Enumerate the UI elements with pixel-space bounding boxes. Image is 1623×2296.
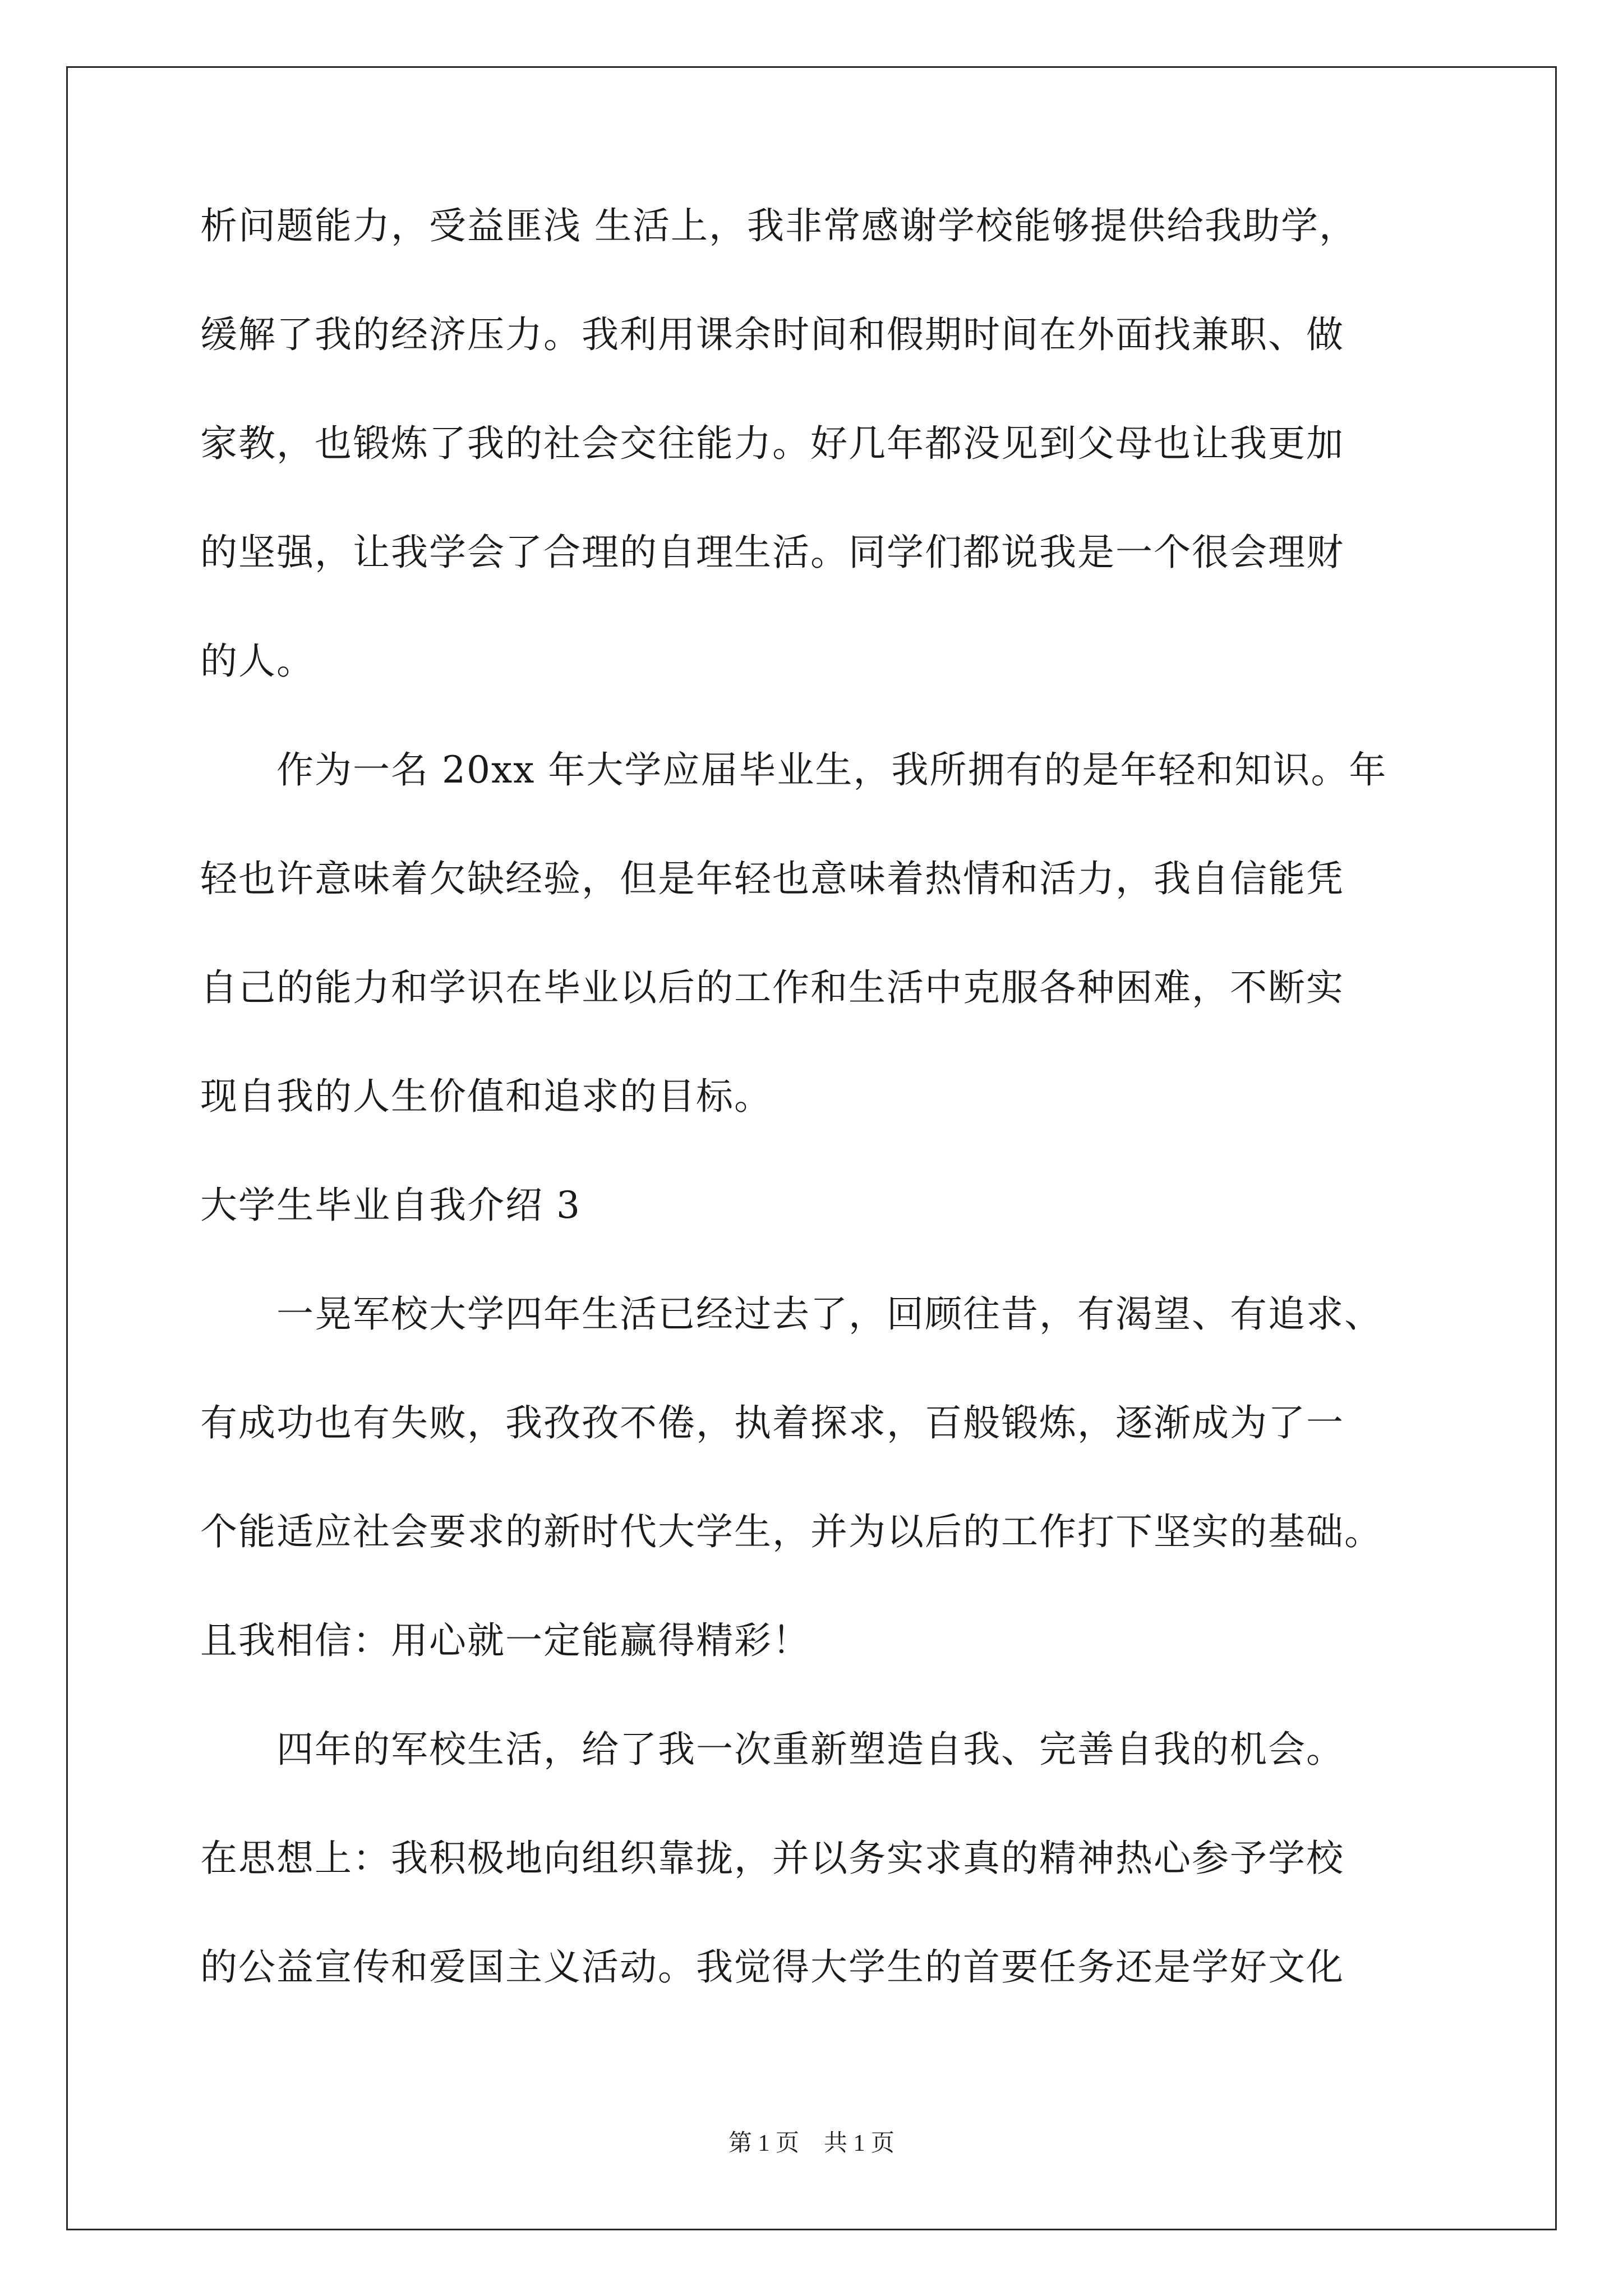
text-line: 个能适应社会要求的新时代大学生，并为以后的工作打下坚实的基础。 <box>200 1510 1382 1553</box>
page-footer <box>0 2132 1623 2155</box>
document-body <box>200 204 1473 2058</box>
text-line: 有成功也有失败，我孜孜不倦，执着探求，百般锻炼，逐渐成为了一 <box>200 1401 1344 1444</box>
page-number: 第 1 页 <box>728 2131 799 2156</box>
text-line: 作为一名 20xx 年大学应届毕业生，我所拥有的是年轻和知识。年 <box>200 748 1387 792</box>
text-line: 且我相信：用心就一定能赢得精彩！ <box>200 1619 810 1662</box>
text-line: 的人。 <box>200 639 315 683</box>
text-line: 四年的军校生活，给了我一次重新塑造自我、完善自我的机会。 <box>200 1728 1344 1771</box>
text-line: 在思想上：我积极地向组织靠拢，并以务实求真的精神热心参予学校 <box>200 1837 1344 1880</box>
text-line: 一晃军校大学四年生活已经过去了，回顾往昔，有渴望、有追求、 <box>200 1292 1382 1336</box>
text-line: 现自我的人生价值和追求的目标。 <box>200 1075 772 1118</box>
page-total: 共 1 页 <box>824 2131 895 2156</box>
text-line: 家教，也锻炼了我的社会交往能力。好几年都没见到父母也让我更加 <box>200 422 1344 465</box>
text-line: 轻也许意味着欠缺经验，但是年轻也意味着热情和活力，我自信能凭 <box>200 857 1344 900</box>
text-line: 的公益宣传和爱国主义活动。我觉得大学生的首要任务还是学好文化 <box>200 1945 1344 1989</box>
text-line: 的坚强，让我学会了合理的自理生活。同学们都说我是一个很会理财 <box>200 531 1344 574</box>
section-heading: 大学生毕业自我介绍 3 <box>200 1184 581 1227</box>
text-line: 缓解了我的经济压力。我利用课余时间和假期时间在外面找兼职、做 <box>200 313 1344 356</box>
text-line: 自己的能力和学识在毕业以后的工作和生活中克服各种困难，不断实 <box>200 966 1344 1009</box>
text-line: 析问题能力，受益匪浅 生活上，我非常感谢学校能够提供给我助学， <box>200 204 1357 247</box>
